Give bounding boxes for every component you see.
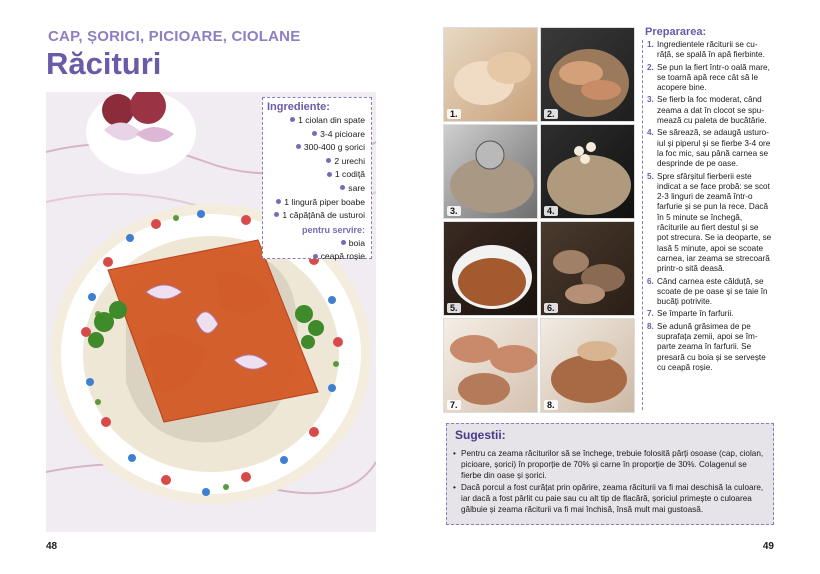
step-photo-label: 1. bbox=[447, 109, 461, 119]
step-1-illustration bbox=[444, 28, 538, 122]
step-photo-5 bbox=[443, 221, 538, 316]
bullet-icon bbox=[276, 199, 281, 204]
ingredient-item: 300-400 g șorici bbox=[263, 141, 365, 155]
bullet-icon bbox=[313, 254, 318, 259]
step-photo-7 bbox=[443, 318, 538, 413]
ingredients-list bbox=[263, 114, 365, 223]
bullet-icon bbox=[326, 158, 331, 163]
bullet-icon: • bbox=[453, 449, 456, 458]
step-photo-label: 8. bbox=[544, 400, 558, 410]
preparation-step: 3. Se fierb la foc moderat, când zeama a dat în clocot se spu-mează cu paleta de bucătărie. bbox=[647, 95, 767, 126]
bullet-icon bbox=[341, 240, 346, 245]
ingredients-box bbox=[262, 97, 372, 262]
step-7-illustration bbox=[444, 319, 538, 413]
step-photo-6 bbox=[540, 221, 635, 316]
page-number-left: 48 bbox=[46, 541, 58, 552]
preparation-step: 4. Se sărează, se adaugă usturo-iul și piperul și se fierbe 3-4 ore la foc mic, sau până carnea se desprinde de pe oase. bbox=[647, 128, 771, 169]
bullet-icon: • bbox=[453, 483, 456, 492]
bullet-icon bbox=[327, 172, 332, 177]
bullet-icon bbox=[290, 117, 295, 122]
preparation-step: 5. Spre sfârșitul fierberii este indicat a se face probă: se scot 2-3 linguri de zeamă într-o farfurie și se pun la rece. Dacă în 5 minute se închegă, răciturile au fiert destul și se pot strecura. Se ia deoparte, se lasă 5 minute, apoi se scoate carnea, iar zeama se strecoară printr-o sită deasă. bbox=[647, 171, 772, 274]
ingredient-item: 1 lingură piper boabe bbox=[263, 196, 365, 210]
step-photo-label: 3. bbox=[447, 206, 461, 216]
serving-title: pentru servire: bbox=[301, 224, 365, 235]
bullet-icon bbox=[274, 212, 279, 217]
step-photo-3 bbox=[443, 124, 538, 219]
preparation-step: 6. Când carnea este călduță, se scoate de pe oase și se taie în bucăți potrivite. bbox=[647, 276, 768, 307]
serving-list bbox=[263, 237, 365, 264]
step-3-illustration bbox=[444, 125, 538, 219]
step-photo-2 bbox=[540, 27, 635, 122]
ingredient-item: 1 ciolan din spate bbox=[263, 114, 365, 128]
step-photo-label: 7. bbox=[447, 400, 461, 410]
suggestion-item: • Pentru ca zeama răciturilor să se închege, trebuie folosită părți osoase (cap, ciolan, picioare, șorici) în proporție de 70% și carne în proporție de 30%. Colagenul se fierbe din oase și șorici. bbox=[453, 449, 764, 480]
preparation-steps bbox=[647, 40, 772, 373]
ingredient-item: 2 urechi bbox=[263, 155, 365, 169]
step-2-illustration bbox=[541, 28, 635, 122]
suggestions-title: Sugestii: bbox=[455, 428, 506, 442]
suggestions-box bbox=[446, 423, 774, 525]
ingredient-item: sare bbox=[263, 182, 365, 196]
step-photo-label: 4. bbox=[544, 206, 558, 216]
ingredients-title: Ingrediente: bbox=[267, 101, 330, 113]
step-photo-8 bbox=[540, 318, 635, 413]
step-photo-1 bbox=[443, 27, 538, 122]
step-6-illustration bbox=[541, 222, 635, 316]
step-5-illustration bbox=[444, 222, 538, 316]
step-photos-grid bbox=[443, 27, 637, 415]
ingredient-item: 1 căpățână de usturoi bbox=[263, 209, 365, 223]
preparation-box bbox=[642, 40, 772, 410]
suggestion-item: • Dacă porcul a fost curățat prin opărire, zeama răciturii va fi mai deschisă la culoare, iar dacă a fost pârlit cu paie sau cu alt tip de flacără, șoriciul primește o culoarea gălbuie și zeama răciturii va fi mai închisă, însă mult mai gustoasă. bbox=[453, 483, 764, 514]
preparation-step: 7. Se împarte în farfurii. bbox=[647, 309, 734, 319]
preparation-step: 2. Se pun la fiert într-o oală mare, se toarnă apă rece cât să le acopere bine. bbox=[647, 62, 770, 93]
step-4-illustration bbox=[541, 125, 635, 219]
ingredient-item: 3-4 picioare bbox=[263, 128, 365, 142]
serving-item: ceapă roșie bbox=[263, 250, 365, 264]
bullet-icon bbox=[340, 185, 345, 190]
bullet-icon bbox=[296, 144, 301, 149]
step-photo-4 bbox=[540, 124, 635, 219]
page-number-right: 49 bbox=[762, 541, 774, 552]
bullet-icon bbox=[312, 131, 317, 136]
recipe-subtitle: CAP, ȘORICI, PICIOARE, CIOLANE bbox=[48, 28, 301, 45]
step-photo-label: 2. bbox=[544, 109, 558, 119]
step-photo-label: 5. bbox=[447, 303, 461, 313]
suggestions-list bbox=[453, 448, 767, 516]
recipe-title: Răcituri bbox=[46, 46, 162, 81]
serving-item: boia bbox=[263, 237, 365, 251]
step-8-illustration bbox=[541, 319, 635, 413]
ingredient-item: 1 codiță bbox=[263, 168, 365, 182]
preparation-step: 8. Se adună grăsimea de pe suprafața zemii, apoi se îm-parte zeama în farfurii. Se presară cu boia și se servește cu ceapă roșie. bbox=[647, 321, 766, 372]
step-photo-label: 6. bbox=[544, 303, 558, 313]
preparation-title: Prepararea: bbox=[645, 26, 707, 38]
preparation-step: 1. Ingredientele răciturii se cu-răță, se spală în apă fierbinte. bbox=[647, 40, 765, 60]
